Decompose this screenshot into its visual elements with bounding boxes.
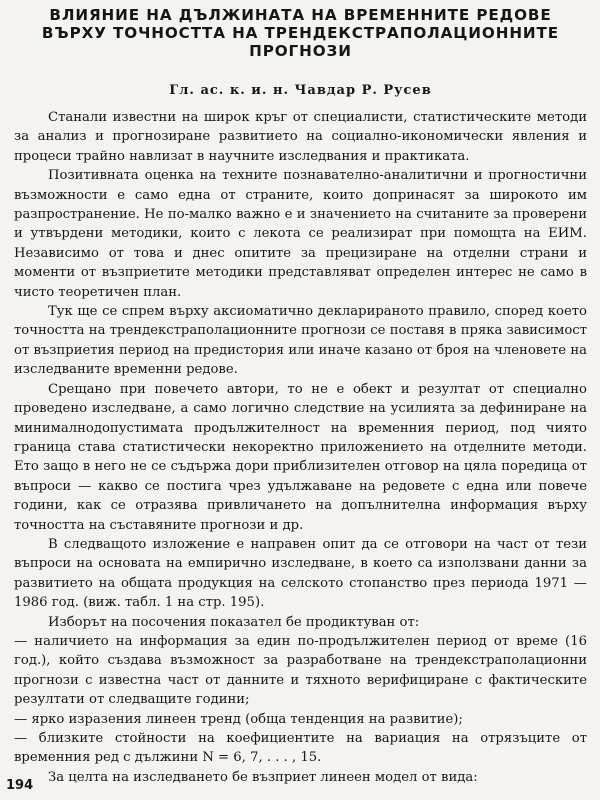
paragraph: За целта на изследването бе възприет линеен модел от вида: xyxy=(48,769,478,785)
article-title xyxy=(14,6,587,60)
title-line: ВЛИЯНИЕ НА ДЪЛЖИНАТА НА ВРЕМЕННИТЕ РЕДОВЕ xyxy=(49,6,552,24)
paragraph: В следващото изложение е направен опит да се отговори на част от тези въпроси на основата на емпирично изследване, в което са използвани данни за развитието на общата продукция на селското стопанство през периода 1971 — 1986 год. (виж. табл. 1 на стр. 195). xyxy=(14,536,587,611)
list-item: — близките стойности на коефициентите на вариация на отрязъците от временния ред с дължини N = 6, 7, . . . , 15. xyxy=(14,731,587,766)
paragraph: Станали известни на широк кръг от специалисти, статистическите методи за анализ и прогнозиране развитието на социално-икономически явления и процеси трайно навлизат в научните изследвания и практиката. xyxy=(14,110,587,164)
page-number: 194 xyxy=(6,778,34,793)
author-line: Гл. ас. к. и. н. Чавдар Р. Русев xyxy=(169,83,432,98)
list-item: — наличието на информация за един по-продължителен период от време (16 год.), който създава възможност за разработване на трендекстраполационни прогнози с известна част от данните и тяхното верифициране с фактическите резултати от следващите години; xyxy=(14,633,587,708)
paragraph: Срещано при повечето автори, то не е обект и резултат от специално проведено изследване, а само логично следствие на усилията за дефиниране на минималнодопустимата продължителност на временния период, под чиято граница става статистически некоректно приложението на отделните методи. Ето защо в него не се съдържа дори приблизителен отговор на цяла поредица от въпроси — какво се постига чрез удължаване на редовете с една или повече години, как се отразява привличането на допълнителна информация върху точността на съставяните прогнози и др. xyxy=(14,381,587,533)
title-line: ПРОГНОЗИ xyxy=(249,42,352,60)
paragraph: Изборът на посочения показател бе продиктуван от: xyxy=(48,614,420,630)
paragraph: Позитивната оценка на техните познавателно-аналитични и прогностични възможности е само една от страните, които допринасят за широкото им разпространение. Не по-малко важно е и значението на считаните за проверени и утвърдени методики, които с лекота се реализират при помощта на ЕИМ. Независимо от това и днес опитите за прецизиране на отделни страни и моменти от възприетите методики представляват определен интерес не само в чисто теоретичен план. xyxy=(14,168,587,300)
title-line: ВЪРХУ ТОЧНОСТТА НА ТРЕНДЕКСТРАПОЛАЦИОННИТЕ xyxy=(41,24,560,42)
paragraph: Тук ще се спрем върху аксиоматично декларираното правило, според което точността на трендекстраполационните прогнози се поставя в пряка зависимост от възприетия период на предистория или иначе казано от броя на членовете на изследваните временни редове. xyxy=(14,304,587,378)
list-item: — ярко изразения линеен тренд (обща тенденция на развитие); xyxy=(14,711,463,727)
article-body xyxy=(14,108,587,787)
